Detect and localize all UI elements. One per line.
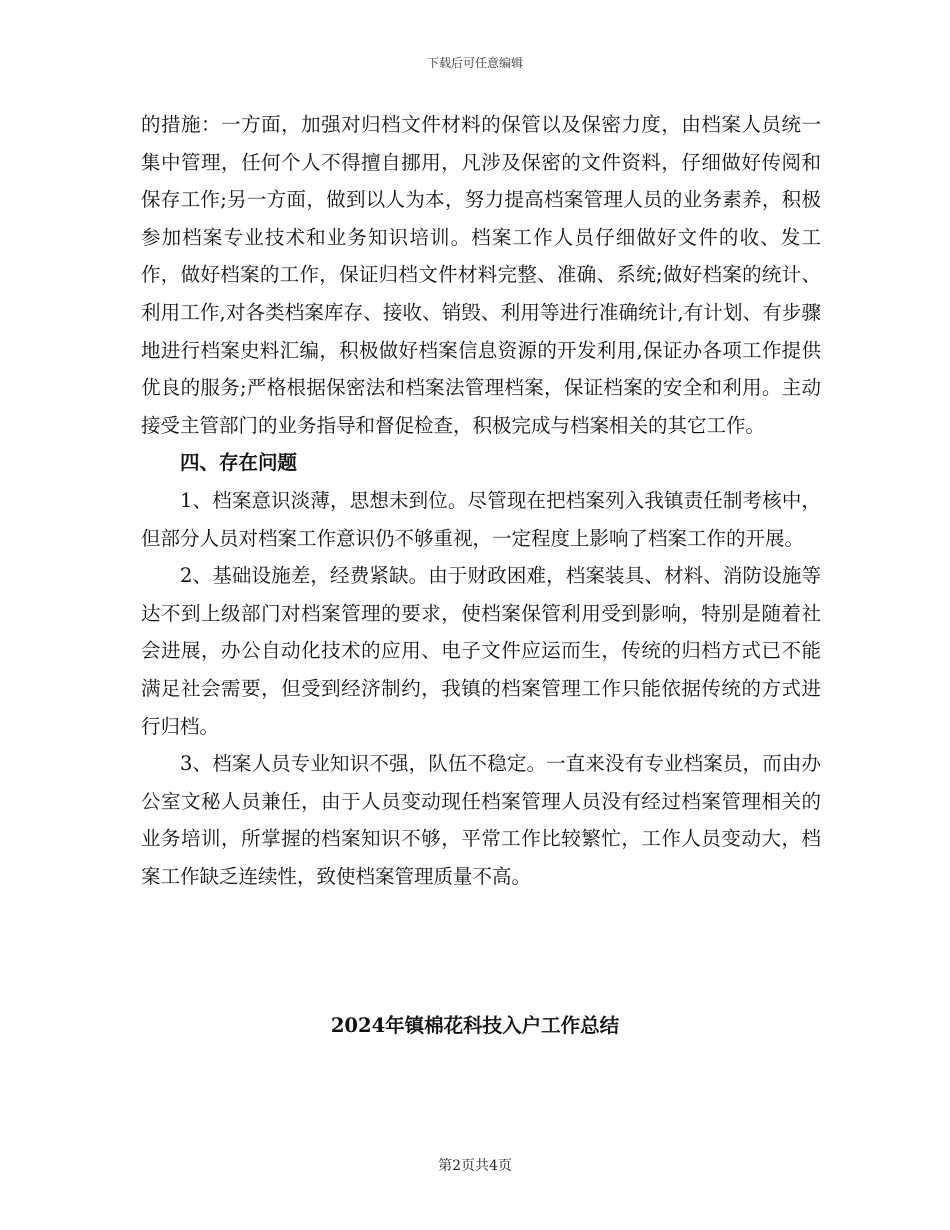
problem-paragraph-3: 3、档案人员专业知识不强，队伍不稳定。一直来没有专业档案员，而由办公室文秘人员兼任，由于人员变动现任档案管理人员没有经过档案管理相关的业务培训，所掌握的档案知识不够，平常工作比较繁忙，工作人员变动大，档案工作缺乏连续性，致使档案管理质量不高。 [141,752,821,888]
intro-paragraph: 的措施：一方面，加强对归档文件材料的保管以及保密力度，由档案人员统一集中管理，任何个人不得擅自挪用，凡涉及保密的文件资料，仔细做好传阅和保存工作;另一方面，做到以人为本，努力提高档案管理人员的业务素养，积极参加档案专业技术和业务知识培训。档案工作人员仔细做好文件的收、发工作，做好档案的工作，保证归档文件材料完整、准确、系统;做好档案的统计、利用工作,对各类档案库存、接收、销毁、利用等进行准确统计,有计划、有步骤地进行档案史料汇编，积极做好档案信息资源的开发利用,保证办各项工作提供优良的服务;严格根据保密法和档案法管理档案，保证档案的安全和利用。主动接受主管部门的业务指导和督促检查，积极完成与档案相关的其它工作。 [141,113,821,437]
problem-paragraph-2: 2、基础设施差，经费紧缺。由于财政困难，档案装具、材料、消防设施等达不到上级部门对档案管理的要求，使档案保管利用受到影响，特别是随着社会进展，办公自动化技术的应用、电子文件应运而生，传统的归档方式已不能满足社会需要，但受到经济制约，我镇的档案管理工作只能依据传统的方式进行归档。 [141,564,821,738]
section-heading: 四、存在问题 [180,451,298,475]
problem-paragraph-1: 1、档案意识淡薄，思想未到位。尽管现在把档案列入我镇责任制考核中，但部分人员对档案工作意识仍不够重视，一定程度上影响了档案工作的开展。 [141,488,821,550]
page-number: 第2页共4页 [438,1158,512,1174]
next-document-title: 2024年镇棉花科技入户工作总结 [330,1014,620,1037]
document-body [141,106,821,895]
page-header-note: 下载后可任意编辑 [426,56,523,70]
